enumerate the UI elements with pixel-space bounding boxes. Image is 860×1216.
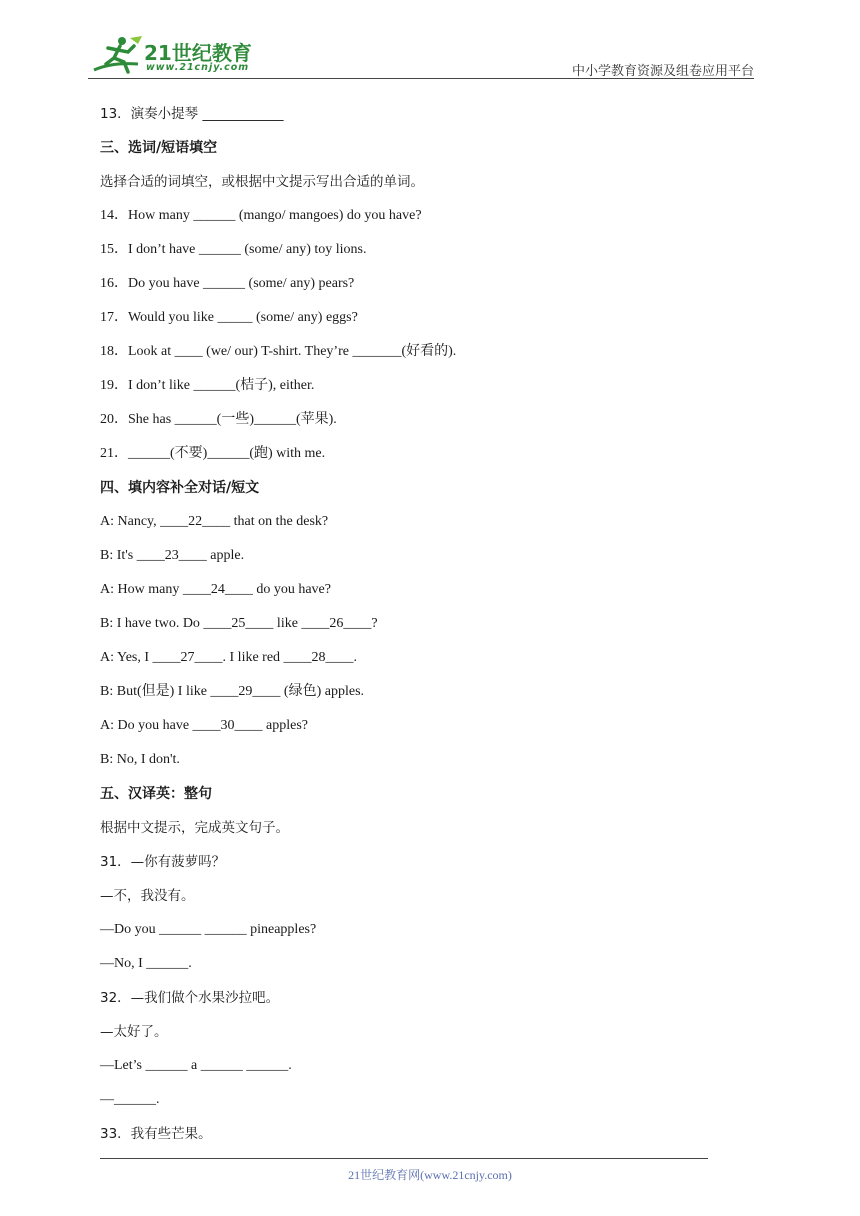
question-32-response: —太好了。	[100, 1024, 168, 1040]
question-31-response: —不，我没有。	[100, 888, 195, 904]
dialogue-line-1: A: Nancy, ____22____ that on the desk?	[100, 514, 329, 529]
header-divider	[88, 78, 754, 79]
question-17: 17．Would you like _____ (some/ any) eggs?	[100, 310, 358, 325]
question-31-english-2: —No, I ______.	[100, 956, 192, 971]
section-3-heading: 三、选词/短语填空	[100, 140, 218, 156]
runner-logo-icon	[92, 34, 144, 80]
question-32-prompt: 32．—我们做个水果沙拉吧。	[100, 990, 280, 1006]
question-20: 20．She has ______(一些)______(苹果).	[100, 412, 337, 427]
section-5-heading: 五、汉译英：整句	[100, 786, 212, 802]
page-header	[0, 0, 860, 90]
question-21: 21．______(不要)______(跑) with me.	[100, 446, 326, 461]
dialogue-line-8: B: No, I don't.	[100, 752, 180, 767]
section-3-instruction: 选择合适的词填空，或根据中文提示写出合适的单词。	[100, 174, 424, 190]
question-15: 15．I don’t have ______ (some/ any) toy lions.	[100, 242, 367, 257]
dialogue-line-6: B: But(但是) I like ____29____ (绿色) apples.	[100, 684, 365, 699]
question-14: 14．How many ______ (mango/ mangoes) do you have?	[100, 208, 422, 223]
question-16: 16．Do you have ______ (some/ any) pears?	[100, 276, 355, 291]
section-4-heading: 四、填内容补全对话/短文	[100, 480, 260, 496]
logo-text: 21世纪教育	[144, 41, 252, 65]
question-31-english-1: —Do you ______ ______ pineapples?	[100, 922, 317, 937]
question-19: 19．I don’t like ______(桔子), either.	[100, 378, 315, 393]
section-5-instruction: 根据中文提示，完成英文句子。	[100, 820, 289, 836]
question-32-english-1: —Let’s ______ a ______ ______.	[100, 1058, 292, 1073]
dialogue-line-5: A: Yes, I ____27____. I like red ____28____.	[100, 650, 358, 665]
header-platform-text: 中小学教育资源及组卷应用平台	[571, 64, 754, 79]
question-13: 13．演奏小提琴 ____________	[100, 106, 284, 122]
dialogue-line-2: B: It's ____23____ apple.	[100, 548, 245, 563]
question-33: 33．我有些芒果。	[100, 1126, 212, 1142]
dialogue-line-4: B: I have two. Do ____25____ like ____26____?	[100, 616, 378, 631]
footer-text: 21世纪教育网(www.21cnjy.com)	[348, 1168, 512, 1182]
question-32-english-2: —______.	[100, 1092, 160, 1107]
question-31-prompt: 31．—你有菠萝吗？	[100, 854, 226, 870]
logo-url: www.21cnjy.com	[146, 62, 250, 73]
dialogue-line-7: A: Do you have ____30____ apples?	[100, 718, 309, 733]
dialogue-line-3: A: How many ____24____ do you have?	[100, 582, 331, 597]
footer-divider	[100, 1158, 708, 1159]
question-18: 18．Look at ____ (we/ our) T-shirt. They’re _______(好看的).	[100, 344, 457, 359]
logo	[92, 34, 262, 80]
